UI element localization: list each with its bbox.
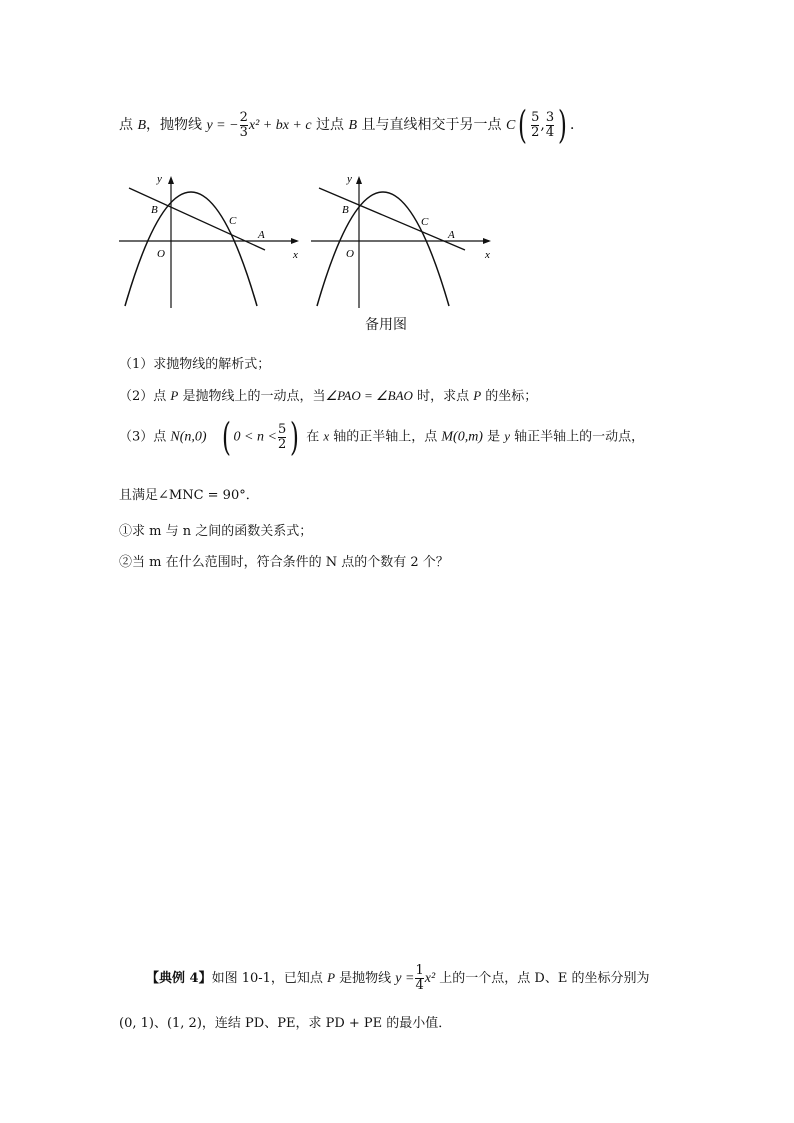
- fraction-den: 4: [415, 978, 424, 993]
- label-x: x: [485, 249, 490, 261]
- y-var: y: [504, 428, 511, 444]
- parabola-curve: [317, 192, 449, 306]
- example-text-1: 如图 10-1，已知点: [211, 971, 328, 986]
- question-1: （1）求抛物线的解析式；: [119, 357, 271, 372]
- q3-text-4: 是: [482, 429, 505, 445]
- intro-text-4: 且与直线相交于另一点: [357, 117, 506, 133]
- fraction-den: 3: [239, 124, 248, 140]
- figure-left: [115, 168, 305, 313]
- point-n: N(n,0): [170, 429, 207, 445]
- figure-caption: 备用图: [365, 317, 407, 333]
- y-axis-arrow: [168, 176, 174, 184]
- label-x: x: [293, 249, 298, 261]
- comma: ,: [540, 117, 545, 133]
- fraction-num: 5: [531, 109, 540, 125]
- parabola-rhs: x²: [424, 971, 436, 986]
- fraction-num: 2: [239, 109, 248, 125]
- q2-text-1: （2）点: [119, 389, 171, 404]
- example-4-line-2: (0, 1)、(1, 2)，连结 PD、PE，求 PD + PE 的最小值．: [119, 1016, 452, 1031]
- point-c: C: [505, 118, 516, 133]
- fraction-2-3: [240, 111, 248, 140]
- q3-text-2: 在: [302, 429, 324, 445]
- fraction-den: 2: [277, 436, 287, 452]
- q2-text-3: 时，求点: [412, 389, 474, 404]
- point-b: B: [137, 118, 147, 133]
- fraction-den: 2: [531, 124, 540, 140]
- point-p: P: [327, 970, 336, 985]
- example-tag: 【典例 4】: [146, 971, 212, 986]
- example-text-3: 上的一个点，点 D、E 的坐标分别为: [435, 971, 650, 986]
- angle-equality: ∠PAO = ∠BAO: [325, 388, 413, 403]
- figure-right: [307, 168, 497, 313]
- label-c: C: [421, 216, 429, 228]
- question-3-line-2: 且满足∠MNC = 90°．: [119, 488, 259, 503]
- example-text-2: 是抛物线: [335, 971, 396, 986]
- fraction-5-2: [278, 423, 286, 452]
- fraction-3-4: [546, 111, 554, 140]
- condition: 0 < n <: [233, 429, 277, 445]
- fraction-den: 4: [545, 124, 555, 140]
- parabola-lhs: y =: [395, 971, 415, 986]
- parabola-curve: [125, 192, 257, 306]
- intro-text-2: ，抛物线: [146, 117, 207, 133]
- example-4: [146, 964, 649, 993]
- label-b: B: [342, 204, 349, 216]
- fraction-5-2: [531, 111, 539, 140]
- question-3: [119, 415, 645, 459]
- point-p: P: [170, 388, 179, 403]
- paren-open: (: [518, 103, 528, 147]
- paren-close: ): [290, 415, 300, 459]
- label-y: y: [347, 173, 352, 185]
- period: ．: [569, 117, 584, 133]
- point-m: M(0,m): [441, 429, 483, 445]
- question-2: [119, 385, 537, 404]
- label-o: O: [346, 248, 354, 260]
- sub-question-1: ①求 m 与 n 之间的函数关系式；: [119, 524, 313, 539]
- intro-line: [119, 103, 584, 147]
- x-var: x: [323, 428, 330, 444]
- fraction-num: 3: [545, 109, 555, 125]
- label-b: B: [151, 204, 158, 216]
- x-axis-arrow: [291, 238, 299, 244]
- paren-close: ): [558, 103, 568, 147]
- x-axis-arrow: [483, 238, 491, 244]
- intro-text-1: 点: [119, 117, 138, 133]
- q3-text-1: （3）点: [119, 429, 171, 445]
- y-axis-arrow: [356, 176, 362, 184]
- parabola-rhs: x² + bx + c: [248, 118, 312, 133]
- q2-text-4: 的坐标；: [481, 389, 538, 404]
- point-b-2: B: [348, 118, 358, 133]
- label-a: A: [258, 229, 265, 241]
- intro-text-3: 过点: [311, 117, 349, 133]
- label-o: O: [157, 248, 165, 260]
- paren-open: (: [221, 415, 231, 459]
- label-a: A: [448, 229, 455, 241]
- fraction-1-4: [415, 964, 423, 993]
- point-p-2: P: [473, 388, 482, 403]
- q3-text-5: 轴正半轴上的一动点，: [510, 429, 645, 445]
- label-c: C: [229, 215, 237, 227]
- q3-text-3: 轴的正半轴上，点: [329, 429, 442, 445]
- sub-question-2: ②当 m 在什么范围时，符合条件的 N 点的个数有 2 个？: [119, 555, 449, 570]
- fraction-num: 1: [415, 963, 424, 978]
- parabola-lhs: y = −: [206, 118, 239, 133]
- q2-text-2: 是抛物线上的一动点，当: [178, 389, 326, 404]
- label-y: y: [157, 173, 162, 185]
- fraction-num: 5: [277, 421, 287, 437]
